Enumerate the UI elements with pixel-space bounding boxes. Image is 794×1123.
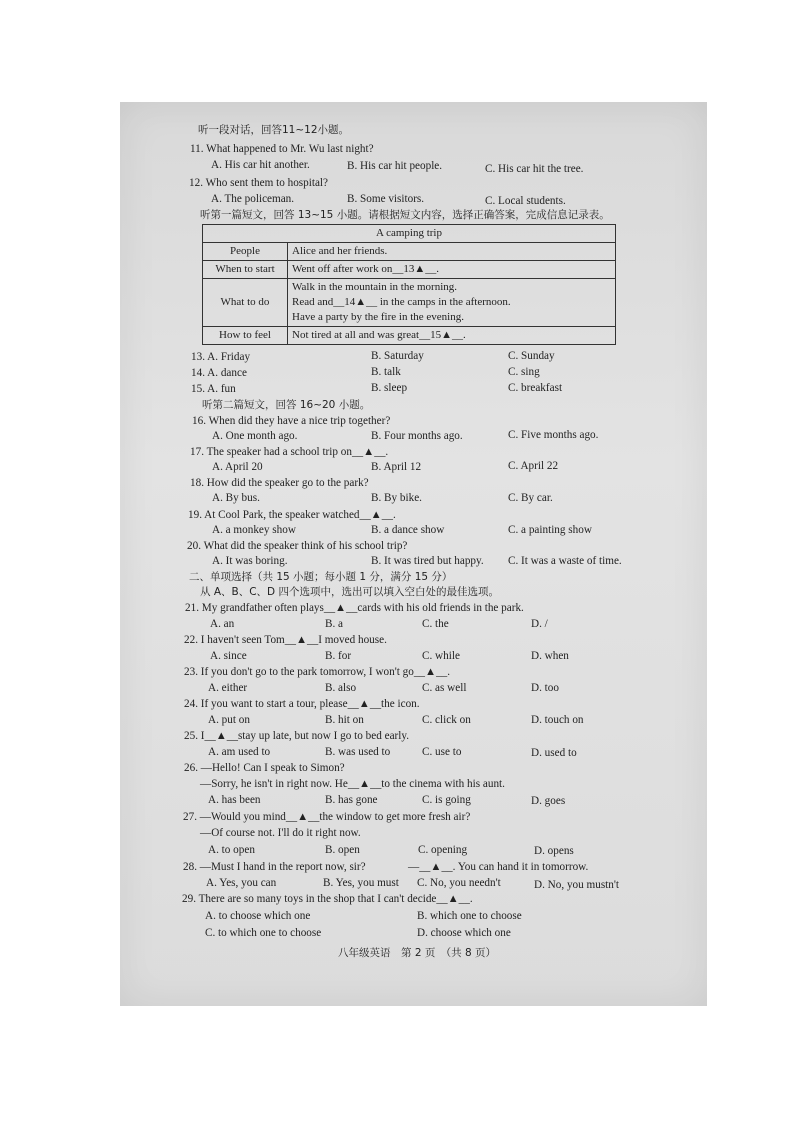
q19-stem: 19. At Cool Park, the speaker watched__▲__.: [188, 509, 396, 521]
q20-stem: 20. What did the speaker think of his school trip?: [187, 540, 408, 552]
row-label: When to start: [203, 261, 288, 279]
q16-option-b: B. Four months ago.: [371, 430, 463, 442]
section2-instruction: 从 A、B、C、D 四个选项中，选出可以填入空白处的最佳选项。: [200, 586, 499, 598]
q23-option-d: D. too: [531, 682, 559, 694]
q19-option-c: C. a painting show: [508, 524, 592, 536]
q19-option-b: B. a dance show: [371, 524, 445, 536]
camping-trip-table: [202, 224, 616, 345]
q22-stem: 22. I haven't seen Tom__▲__I moved house.: [184, 634, 387, 646]
row-label: People: [203, 243, 288, 261]
q25-option-b: B. was used to: [325, 746, 391, 758]
table-caption-row: [203, 225, 616, 243]
passage1-instruction: 听第一篇短文，回答 13~15 小题。请根据短文内容，选择正确答案，完成信息记录表。: [200, 209, 610, 221]
page-footer: 八年级英语 第 2 页 （共 8 页）: [338, 947, 496, 959]
q14-option-c: C. sing: [508, 366, 540, 378]
table-row: [203, 243, 616, 261]
q22-option-a: A. since: [210, 650, 247, 662]
q18-option-a: A. By bus.: [212, 492, 260, 504]
row-value: Went off after work on__13▲__.: [288, 261, 616, 279]
q27-stem: 27. —Would you mind__▲__the window to get more fresh air?: [183, 811, 471, 823]
q28-option-d: D. No, you mustn't: [534, 879, 619, 891]
q24-option-d: D. touch on: [531, 714, 584, 726]
q29-option-a: A. to choose which one: [205, 910, 311, 922]
q28-stem-reply: —__▲__. You can hand it in tomorrow.: [408, 861, 589, 873]
q27-option-c: C. opening: [418, 844, 468, 856]
q21-option-d: D. /: [531, 618, 548, 630]
q28-option-b: B. Yes, you must: [323, 877, 399, 889]
q16-stem: 16. When did they have a nice trip together?: [192, 415, 391, 427]
q25-option-a: A. am used to: [208, 746, 271, 758]
q12-stem: 12. Who sent them to hospital?: [189, 177, 328, 189]
q27-option-d: D. opens: [534, 845, 574, 857]
q22-option-b: B. for: [325, 650, 352, 662]
q17-option-a: A. April 20: [212, 461, 263, 473]
q22-option-d: D. when: [531, 650, 569, 662]
q15-option-a: 15. A. fun: [191, 383, 236, 395]
q15-option-b: B. sleep: [371, 382, 408, 394]
q26-option-a: A. has been: [208, 794, 261, 806]
table-row: [203, 327, 616, 345]
row-value: Not tired at all and was great__15▲__.: [288, 327, 616, 345]
row-label: How to feel: [203, 327, 288, 345]
table-row: [203, 261, 616, 279]
q25-option-c: C. use to: [422, 746, 462, 758]
q23-option-c: C. as well: [422, 682, 467, 694]
q25-stem: 25. I__▲__stay up late, but now I go to bed early.: [184, 730, 410, 742]
q24-stem: 24. If you want to start a tour, please__▲__the icon.: [184, 698, 420, 710]
q12-option-a: A. The policeman.: [211, 193, 295, 205]
q24-option-b: B. hit on: [325, 714, 364, 726]
q26-stem-reply: —Sorry, he isn't in right now. He__▲__to the cinema with his aunt.: [200, 778, 505, 790]
q28-option-a: A. Yes, you can: [206, 877, 277, 889]
row-line: Read and__14▲__ in the camps in the afternoon.: [292, 296, 511, 308]
q27-stem-reply: —Of course not. I'll do it right now.: [200, 827, 361, 839]
q27-option-a: A. to open: [208, 844, 255, 856]
exam-page-photo: [120, 102, 707, 1006]
q26-option-d: D. goes: [531, 795, 566, 807]
q14-option-b: B. talk: [371, 366, 401, 378]
q21-stem: 21. My grandfather often plays__▲__cards with his old friends in the park.: [185, 602, 524, 614]
row-line: Have a party by the fire in the evening.: [292, 311, 464, 323]
q23-option-b: B. also: [325, 682, 357, 694]
table-caption: A camping trip: [203, 225, 616, 243]
dialog-instruction: 听一段对话，回答11~12小题。: [198, 124, 350, 136]
q27-option-b: B. open: [325, 844, 360, 856]
q29-stem: 29. There are so many toys in the shop that I can't decide__▲__.: [182, 893, 473, 905]
q15-option-c: C. breakfast: [508, 382, 563, 394]
q18-option-c: C. By car.: [508, 492, 553, 504]
q26-option-c: C. is going: [422, 794, 471, 806]
q20-option-a: A. It was boring.: [212, 555, 288, 567]
row-label: What to do: [203, 279, 288, 327]
q21-option-b: B. a: [325, 618, 344, 630]
table-row: [203, 279, 616, 327]
q11-option-a: A. His car hit another.: [211, 159, 310, 171]
q13-option-c: C. Sunday: [508, 350, 555, 362]
q12-option-b: B. Some visitors.: [347, 193, 425, 205]
q24-option-a: A. put on: [208, 714, 250, 726]
q19-option-a: A. a monkey show: [212, 524, 296, 536]
q16-option-a: A. One month ago.: [212, 430, 298, 442]
q28-option-c: C. No, you needn't: [417, 877, 501, 889]
q26-option-b: B. has gone: [325, 794, 378, 806]
q14-option-a: 14. A. dance: [191, 367, 247, 379]
q28-stem: 28. —Must I hand in the report now, sir?: [183, 861, 366, 873]
q11-option-b: B. His car hit people.: [347, 160, 443, 172]
q29-option-d: D. choose which one: [417, 927, 511, 939]
q18-stem: 18. How did the speaker go to the park?: [190, 477, 369, 489]
q20-option-c: C. It was a waste of time.: [508, 555, 622, 567]
q13-option-b: B. Saturday: [371, 350, 424, 362]
q20-option-b: B. It was tired but happy.: [371, 555, 484, 567]
q17-option-b: B. April 12: [371, 461, 422, 473]
q11-option-c: C. His car hit the tree.: [485, 163, 584, 175]
q17-option-c: C. April 22: [508, 460, 559, 472]
q23-stem: 23. If you don't go to the park tomorrow, I won't go__▲__.: [184, 666, 451, 678]
q29-option-b: B. which one to choose: [417, 910, 522, 922]
q26-stem: 26. —Hello! Can I speak to Simon?: [184, 762, 345, 774]
row-value: Alice and her friends.: [288, 243, 616, 261]
row-value-multi: [288, 279, 616, 327]
q25-option-d: D. used to: [531, 747, 577, 759]
passage2-instruction: 听第二篇短文，回答 16~20 小题。: [202, 399, 371, 411]
q23-option-a: A. either: [208, 682, 248, 694]
q16-option-c: C. Five months ago.: [508, 429, 599, 441]
q21-option-c: C. the: [422, 618, 449, 630]
q21-option-a: A. an: [210, 618, 235, 630]
q24-option-c: C. click on: [422, 714, 471, 726]
row-line: Walk in the mountain in the morning.: [292, 281, 458, 293]
q29-option-c: C. to which one to choose: [205, 927, 322, 939]
q13-option-a: 13. A. Friday: [191, 351, 251, 363]
section2-title: 二、单项选择（共 15 小题；每小题 1 分，满分 15 分）: [189, 571, 453, 583]
q22-option-c: C. while: [422, 650, 460, 662]
q11-stem: 11. What happened to Mr. Wu last night?: [190, 143, 374, 155]
q18-option-b: B. By bike.: [371, 492, 422, 504]
q17-stem: 17. The speaker had a school trip on__▲__.: [190, 446, 389, 458]
q12-option-c: C. Local students.: [485, 195, 566, 207]
